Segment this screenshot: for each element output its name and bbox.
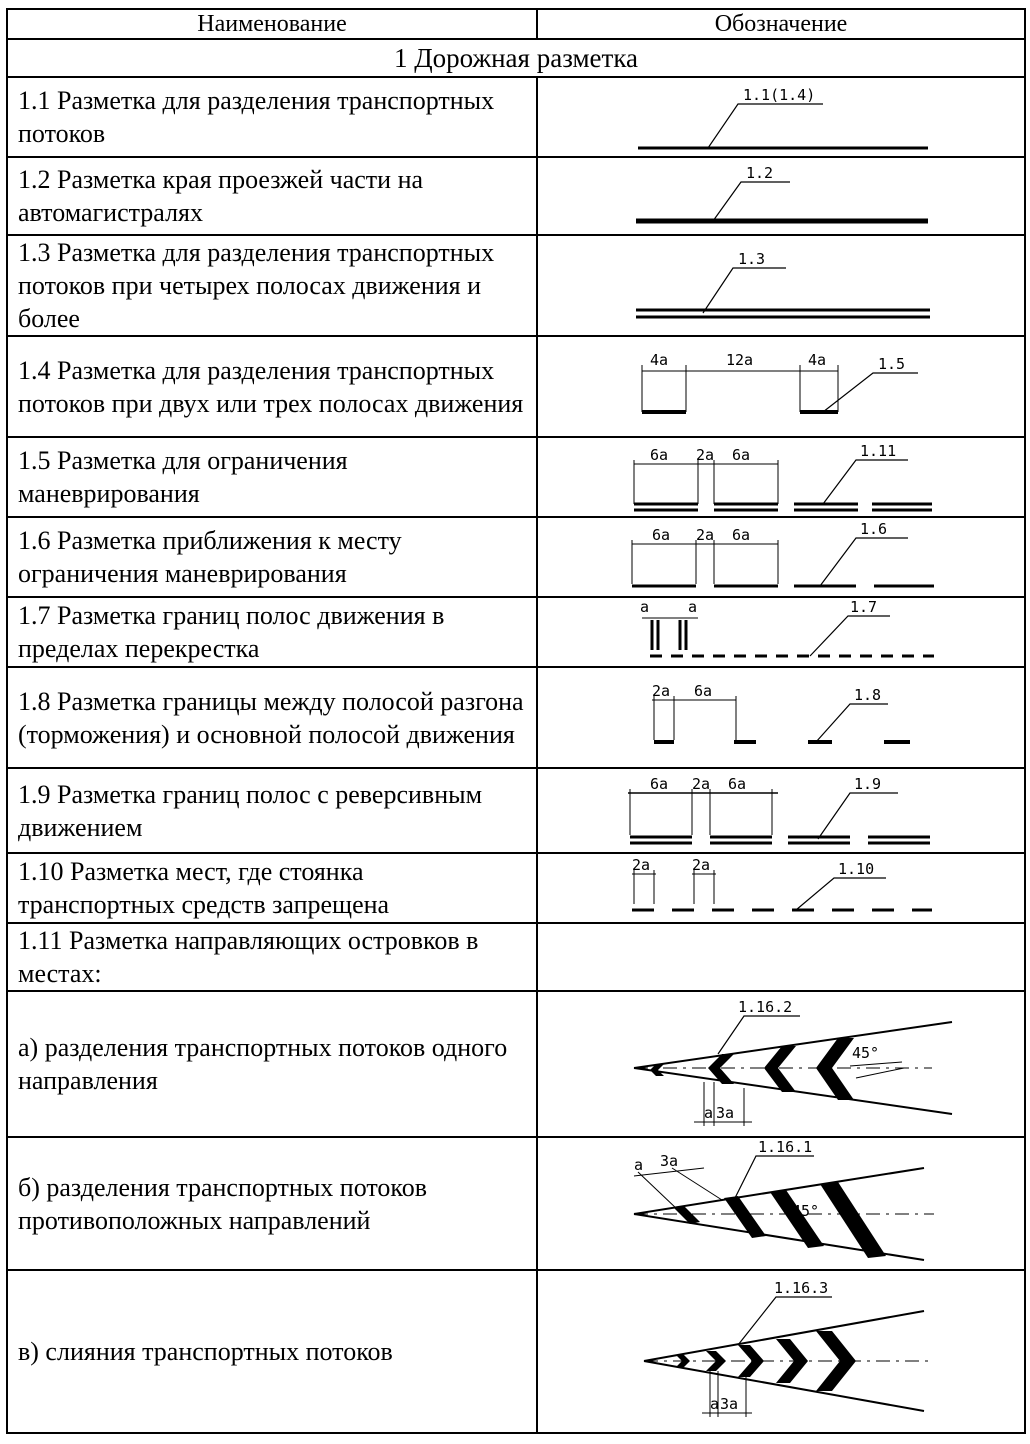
symbol-code: 1.8: [854, 686, 882, 704]
symbol-code: 1.16.3: [774, 1279, 829, 1297]
row-symbol: [537, 991, 1025, 1137]
table-row: [7, 923, 1025, 991]
table-row: [7, 853, 1025, 923]
dim-label: 2a: [692, 775, 711, 793]
row-name: в) слияния транспортных потоков: [7, 1270, 537, 1433]
table-row: [7, 235, 1025, 336]
row-symbol: [537, 235, 1025, 336]
row-name: а) разделения транспортных потоков одного направления: [7, 991, 537, 1137]
row-symbol: [537, 157, 1025, 235]
row-name: 1.10 Разметка мест, где стоянка транспортных средств запрещена: [7, 853, 537, 923]
dim-label: 3a: [716, 1104, 735, 1122]
dim-label: 2a: [696, 446, 715, 464]
dim-label: a: [710, 1395, 720, 1413]
symbol-code: 1.10: [838, 860, 875, 878]
dim-label: 2a: [632, 856, 651, 874]
row-name: 1.9 Разметка границ полос с реверсивным движением: [7, 768, 537, 853]
table-row: [7, 77, 1025, 157]
dim-label: 6a: [728, 775, 747, 793]
section-row: [7, 39, 1025, 77]
header-symbol: Обозначение: [537, 9, 1025, 39]
angle-label: 45°: [852, 1044, 880, 1062]
row-name: 1.5 Разметка для ограничения маневрирования: [7, 437, 537, 517]
table-row: [7, 336, 1025, 437]
dim-label: 2a: [696, 526, 715, 544]
table-row: [7, 157, 1025, 235]
table-row: [7, 1270, 1025, 1433]
row-name: 1.8 Разметка границы между полосой разгона (торможения) и основной полосой движения: [7, 667, 537, 768]
row-symbol: [537, 768, 1025, 853]
symbol-code: 1.5: [878, 355, 906, 373]
table-row: [7, 768, 1025, 853]
symbol-code: 1.9: [854, 775, 882, 793]
symbol-code: 1.1(1.4): [743, 86, 816, 104]
table-row: [7, 517, 1025, 597]
table-row: [7, 597, 1025, 667]
symbol-code: 1.2: [746, 164, 774, 182]
dim-label: a: [704, 1104, 714, 1122]
row-name: 1.11 Разметка направляющих островков в местах:: [7, 923, 537, 991]
row-symbol: [537, 77, 1025, 157]
dim-label: 6a: [652, 526, 671, 544]
markings-table: [6, 8, 1026, 1434]
dim-label: 3a: [720, 1395, 739, 1413]
row-symbol: [537, 1270, 1025, 1433]
row-name: 1.2 Разметка края проезжей части на автомагистралях: [7, 157, 537, 235]
header-row: [7, 9, 1025, 39]
dim-label: a: [640, 598, 650, 616]
dim-label: 2a: [652, 682, 671, 700]
symbol-code: 1.6: [860, 520, 888, 538]
dim-label: 3a: [660, 1152, 679, 1170]
table-row: [7, 991, 1025, 1137]
row-name: 1.6 Разметка приближения к месту ограничения маневрирования: [7, 517, 537, 597]
dim-label: a: [688, 598, 698, 616]
angle-label: 45°: [792, 1202, 820, 1220]
row-name: 1.3 Разметка для разделения транспортных потоков при четырех полосах движения и более: [7, 235, 537, 336]
symbol-code: 1.16.2: [738, 998, 793, 1016]
dim-label: 6a: [732, 446, 751, 464]
row-name: 1.4 Разметка для разделения транспортных потоков при двух или трех полосах движения: [7, 336, 537, 437]
row-name: 1.1 Разметка для разделения транспортных потоков: [7, 77, 537, 157]
table-row: [7, 437, 1025, 517]
row-name: б) разделения транспортных потоков противоположных направлений: [7, 1137, 537, 1270]
row-symbol: [537, 853, 1025, 923]
dim-label: a: [634, 1156, 644, 1174]
symbol-code: 1.11: [860, 442, 897, 460]
dim-label: 6a: [650, 775, 669, 793]
table-row: [7, 1137, 1025, 1270]
section-title: 1 Дорожная разметка: [7, 39, 1025, 77]
dim-label: 6a: [650, 446, 669, 464]
row-symbol: [537, 517, 1025, 597]
dim-label: 6a: [732, 526, 751, 544]
dim-label: 4a: [650, 351, 669, 369]
symbol-code: 1.3: [738, 250, 766, 268]
row-symbol: [537, 597, 1025, 667]
dim-label: 4a: [808, 351, 827, 369]
dim-label: 12a: [726, 351, 754, 369]
dim-label: 2a: [692, 856, 711, 874]
row-symbol: [537, 667, 1025, 768]
row-symbol: [537, 437, 1025, 517]
row-symbol-empty: [537, 923, 1025, 991]
table-row: [7, 667, 1025, 768]
row-symbol: [537, 1137, 1025, 1270]
dim-label: 6a: [694, 682, 713, 700]
header-name: Наименование: [7, 9, 537, 39]
row-symbol: [537, 336, 1025, 437]
symbol-code: 1.7: [850, 598, 878, 616]
row-name: 1.7 Разметка границ полос движения в пределах перекрестка: [7, 597, 537, 667]
symbol-code: 1.16.1: [758, 1138, 813, 1156]
